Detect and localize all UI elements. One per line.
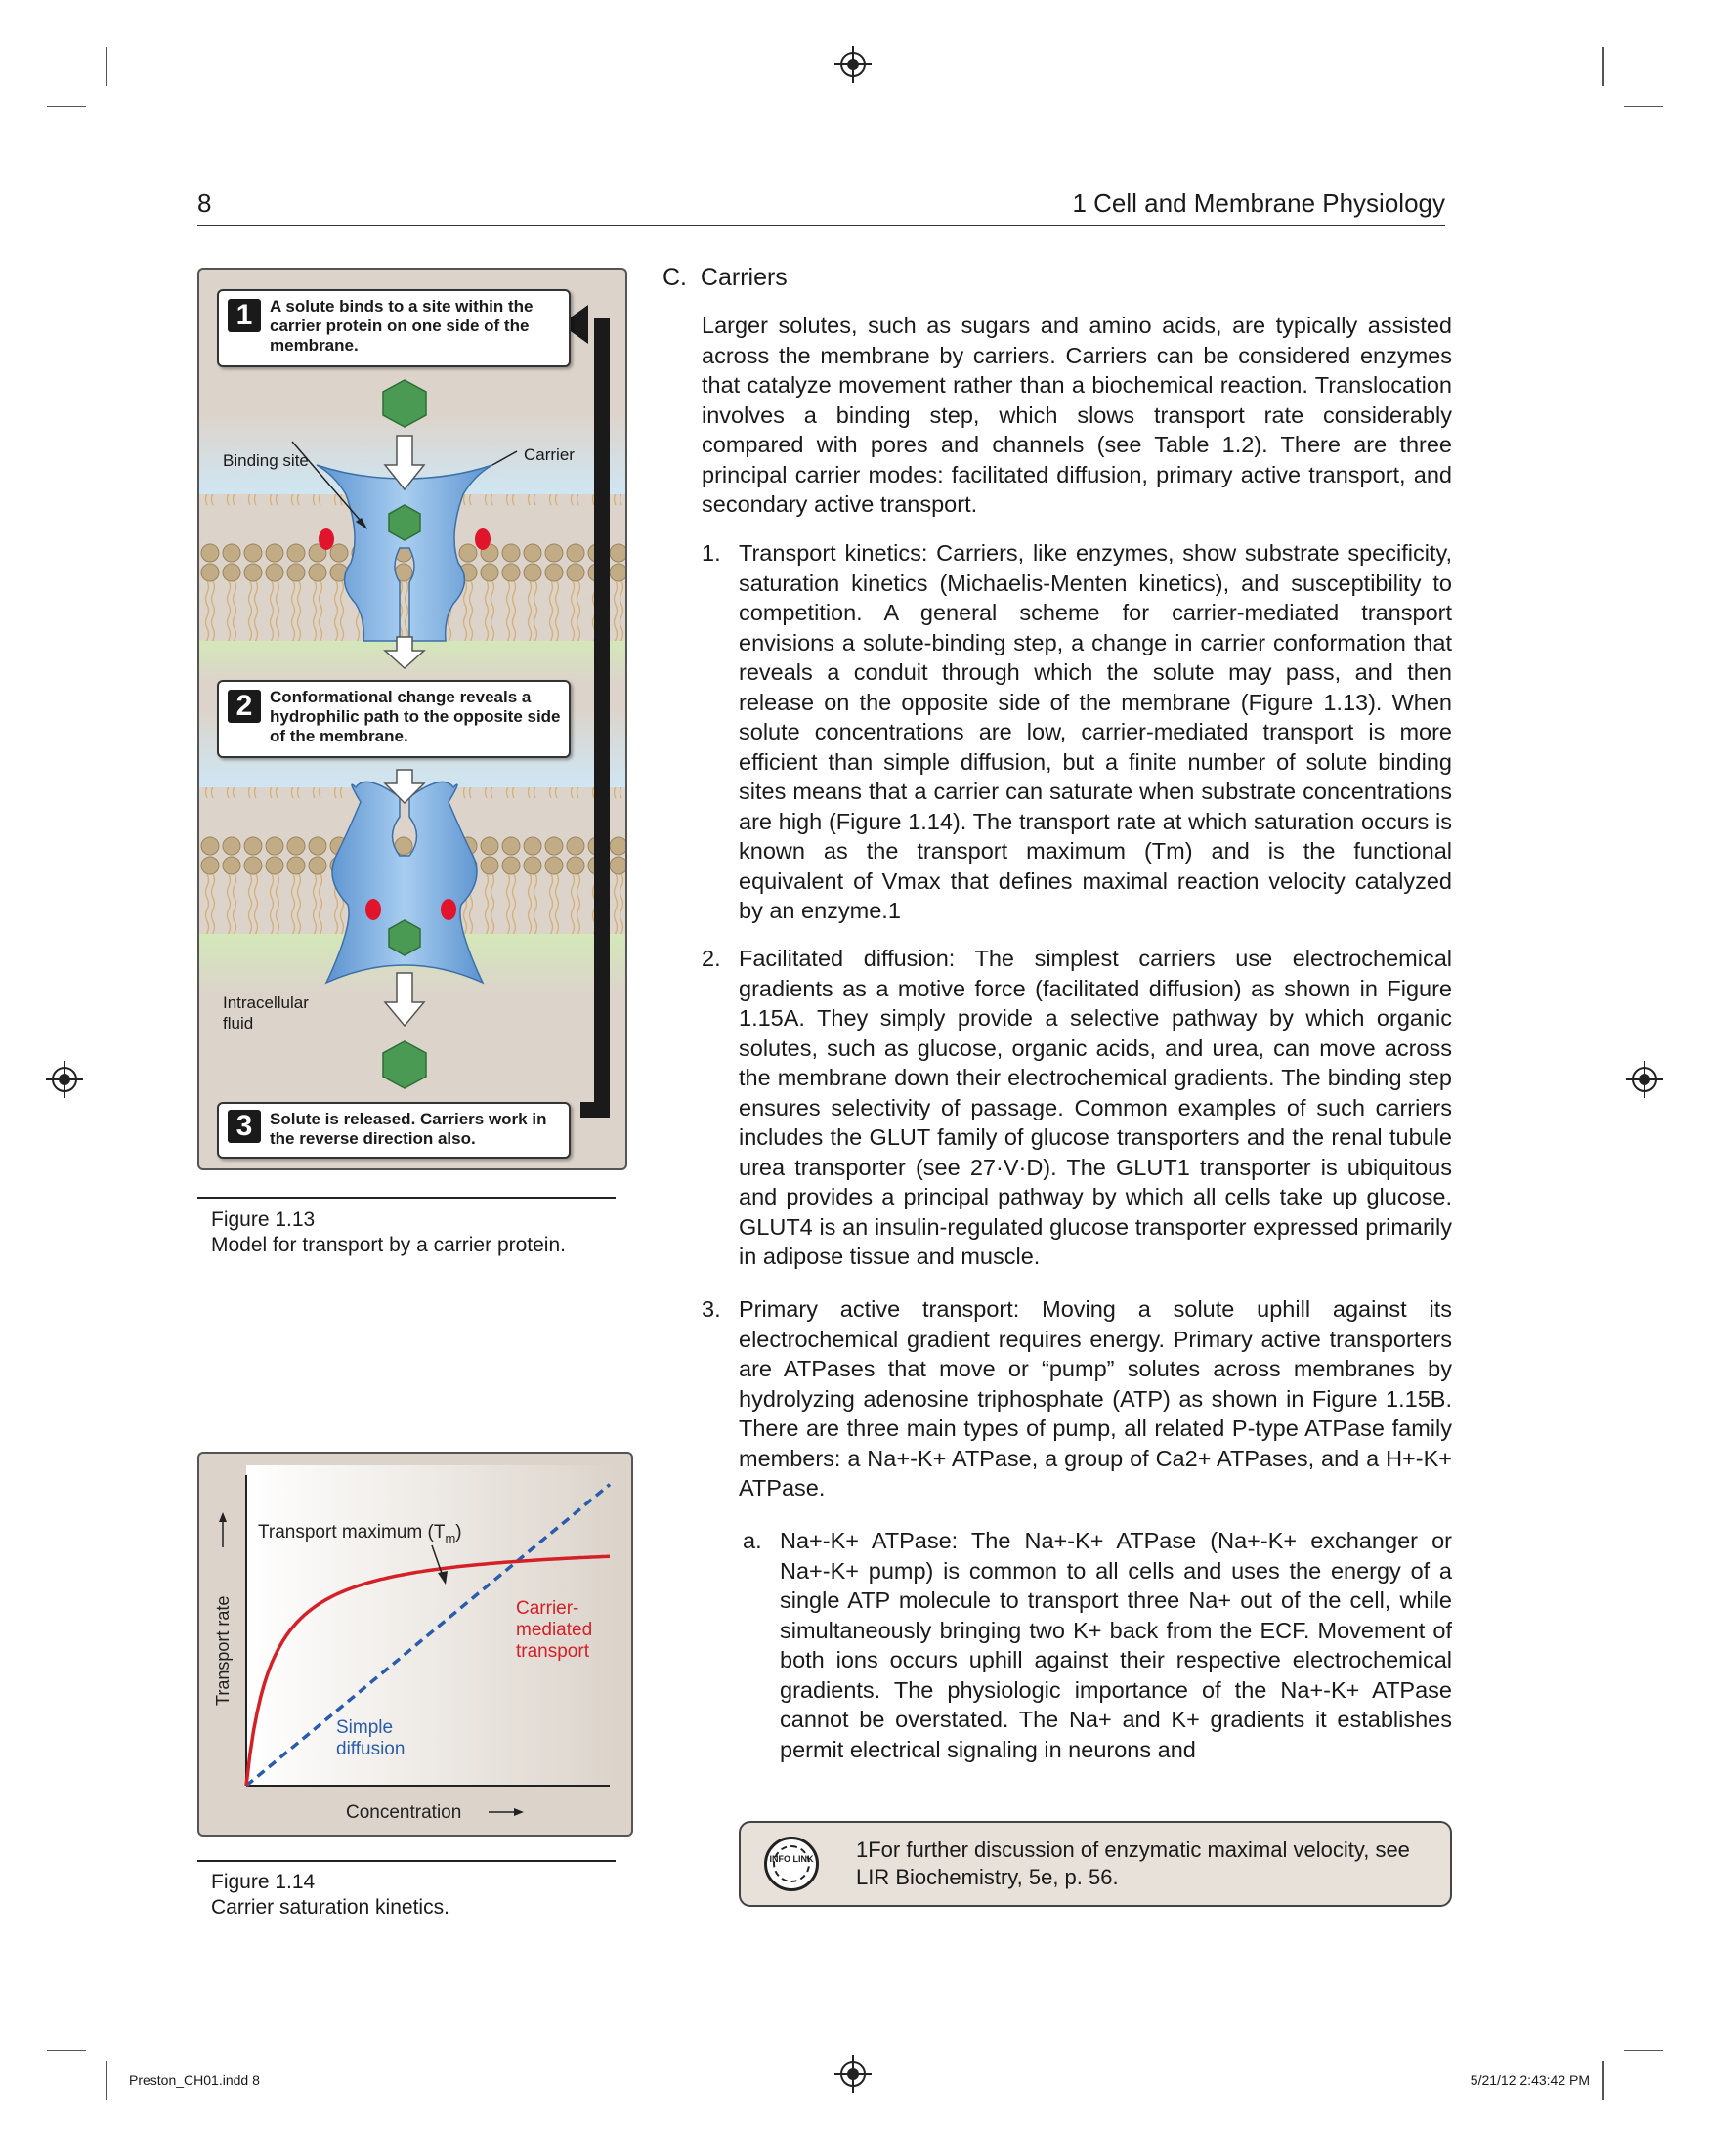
figure-1-13-text: Model for transport by a carrier protein. bbox=[211, 1234, 566, 1256]
list-item-1-text: Transport kinetics: Carriers, like enzymes, show substrate specificity, saturation kinetics (Michaelis-Menten kinetics), and susceptibility to competition. A general scheme for carrier-mediated transport envisions a solute-binding step, a change in carrier conformation that reveals a conduit through which the solute may pass, and then release on the opposite side of the membrane (Figure 1.13). When solute concentrations are low, carrier-mediated transport is more efficient than simple diffusion, but a finite number of solute binding sites means that a carrier can saturate when substrate concentrations are high (Figure 1.14). The transport rate at which saturation occurs is known as the transport maximum (Tm) and is the functional equivalent of Vmax that defines maximal reaction velocity catalyzed by an enzyme.1 bbox=[739, 540, 1452, 923]
figure-1-13-panel bbox=[197, 268, 627, 1170]
crop-mark bbox=[1624, 2050, 1663, 2051]
crop-mark bbox=[47, 106, 86, 107]
figure-1-14-title: Figure 1.14 bbox=[211, 1871, 316, 1893]
carrier-mediated-label: Carrier- mediated transport bbox=[516, 1598, 593, 1662]
registration-mark-icon bbox=[1632, 1067, 1657, 1092]
section-heading-letter: C. bbox=[662, 264, 687, 291]
registration-mark-icon bbox=[840, 52, 866, 77]
footer-timestamp: 5/21/12 2:43:42 PM bbox=[1470, 2072, 1590, 2088]
crop-mark bbox=[1602, 2061, 1604, 2100]
list-item-2-text: Facilitated diffusion: The simplest carriers use electrochemical gradients as a motive force (facilitated diffusion) as shown in Figure 1.15A. They simply provide a selective pathway by which organic solutes, such as glucose, organic acids, and urea, can move across the membrane down their electrochemical gradients. The binding step ensures selectivity of passage. Common examples of such carriers includes the GLUT family of glucose transporters and the renal tubule urea transporter (see 27·V·D). The GLUT1 transporter is ubiquitous and provides a principal pathway by which all cells take up glucose. GLUT4 is an insulin-regulated glucose transporter expressed primarily in adipose tissue and muscle. bbox=[739, 946, 1452, 1269]
list-item-1 bbox=[702, 538, 1452, 926]
registration-mark-icon bbox=[840, 2061, 866, 2087]
section-heading bbox=[662, 264, 788, 292]
simple-diffusion-label: Simple diffusion bbox=[336, 1717, 406, 1759]
list-item-2 bbox=[702, 944, 1452, 1272]
intracellular-label bbox=[223, 993, 309, 1034]
info-link-icon bbox=[764, 1837, 819, 1891]
footnote-box bbox=[739, 1821, 1452, 1907]
figure-1-14-text: Carrier saturation kinetics. bbox=[211, 1896, 449, 1919]
y-axis-label: Transport rate bbox=[213, 1595, 233, 1706]
chapter-title: 1 Cell and Membrane Physiology bbox=[1072, 189, 1445, 218]
footer-file: Preston_CH01.indd 8 bbox=[129, 2072, 260, 2088]
binding-site-label: Binding site bbox=[223, 451, 309, 470]
step-1-box bbox=[217, 289, 571, 367]
page-number: 8 bbox=[197, 189, 212, 218]
section-heading-text: Carriers bbox=[700, 264, 788, 291]
saturation-chart bbox=[199, 1454, 631, 1835]
x-axis-label: Concentration bbox=[346, 1802, 462, 1823]
step-3-box bbox=[217, 1102, 571, 1159]
step-2-box bbox=[217, 680, 571, 758]
crop-mark bbox=[47, 2050, 86, 2051]
step-3-text: Solute is released. Carriers work in the reverse direction also. bbox=[270, 1110, 547, 1148]
list-item-1-label: 1. bbox=[702, 540, 721, 566]
figure-1-14-caption-rule bbox=[197, 1860, 616, 1862]
list-item-3 bbox=[702, 1294, 1452, 1503]
step-1-text: A solute binds to a site within the carrier protein on one side of the membrane. bbox=[270, 297, 534, 355]
list-item-3a-label: a. bbox=[743, 1528, 762, 1553]
crop-mark bbox=[1602, 47, 1604, 86]
intracellular-label-line2: fluid bbox=[223, 1014, 254, 1033]
figure-1-13-caption bbox=[211, 1207, 566, 1258]
list-item-3a bbox=[743, 1526, 1452, 1764]
registration-mark-icon bbox=[52, 1067, 77, 1092]
step-2-number: 2 bbox=[228, 690, 261, 723]
list-item-2-label: 2. bbox=[702, 946, 721, 971]
list-item-3-text: Primary active transport: Moving a solute uphill against its electrochemical gradient requires energy. Primary active transporters are ATPases that move or “pump” solutes across membranes by hydrolyzing adenosine triphosphate (ATP) as shown in Figure 1.15B. There are three main types of pump, all related P-type ATPase family members: a Na+-K+ ATPase, a group of Ca2+ ATPases, and a H+-K+ ATPase. bbox=[739, 1296, 1452, 1501]
figure-1-14-caption bbox=[211, 1870, 449, 1921]
carrier-label: Carrier bbox=[524, 445, 575, 464]
step-3-number: 3 bbox=[228, 1110, 261, 1143]
step-1-number: 1 bbox=[228, 299, 261, 332]
tm-annotation: Transport maximum $(T_m)$ bbox=[258, 1522, 462, 1545]
figure-1-13-caption-rule bbox=[197, 1197, 616, 1199]
intracellular-label-line1: Intracellular bbox=[223, 993, 309, 1012]
list-item-3a-text: Na+-K+ ATPase: The Na+-K+ ATPase (Na+-K+ exchanger or Na+-K+ pump) is common to all cells and uses the energy of a single ATP molecule to transport three Na+ out of the cell, while simultaneously bringing two K+ back from the ECF. Movement of both ions occurs uphill against their respective electrochemical gradients. The physiologic importance of the Na+-K+ ATPase cannot be overstated. The Na+ and K+ gradients it establishes permit electrical signaling in neurons and bbox=[780, 1528, 1452, 1762]
header-rule bbox=[197, 225, 1445, 226]
intro-paragraph: Larger solutes, such as sugars and amino acids, are typically assisted across the membrane by carriers. Carriers can be considered enzymes that catalyze movement rather than a biochemical reaction. Translocation involves a binding step, which slows transport rate considerably compared with pores and channels (see Table 1.2). There are three principal carrier modes: facilitated diffusion, primary active transport, and secondary active transport. bbox=[702, 313, 1452, 517]
list-item-3-label: 3. bbox=[702, 1296, 721, 1322]
info-link-text: INFO LINK bbox=[769, 1854, 814, 1864]
crop-mark bbox=[1624, 106, 1663, 107]
footnote-text: 1For further discussion of enzymatic maximal velocity, see LIR Biochemistry, 5e, p. 56. bbox=[856, 1838, 1410, 1889]
step-2-text: Conformational change reveals a hydrophilic path to the opposite side of the membrane. bbox=[270, 688, 561, 745]
crop-mark bbox=[106, 47, 107, 86]
figure-1-14-panel bbox=[197, 1452, 633, 1837]
crop-mark bbox=[106, 2061, 107, 2100]
figure-1-13-title: Figure 1.13 bbox=[211, 1208, 316, 1231]
